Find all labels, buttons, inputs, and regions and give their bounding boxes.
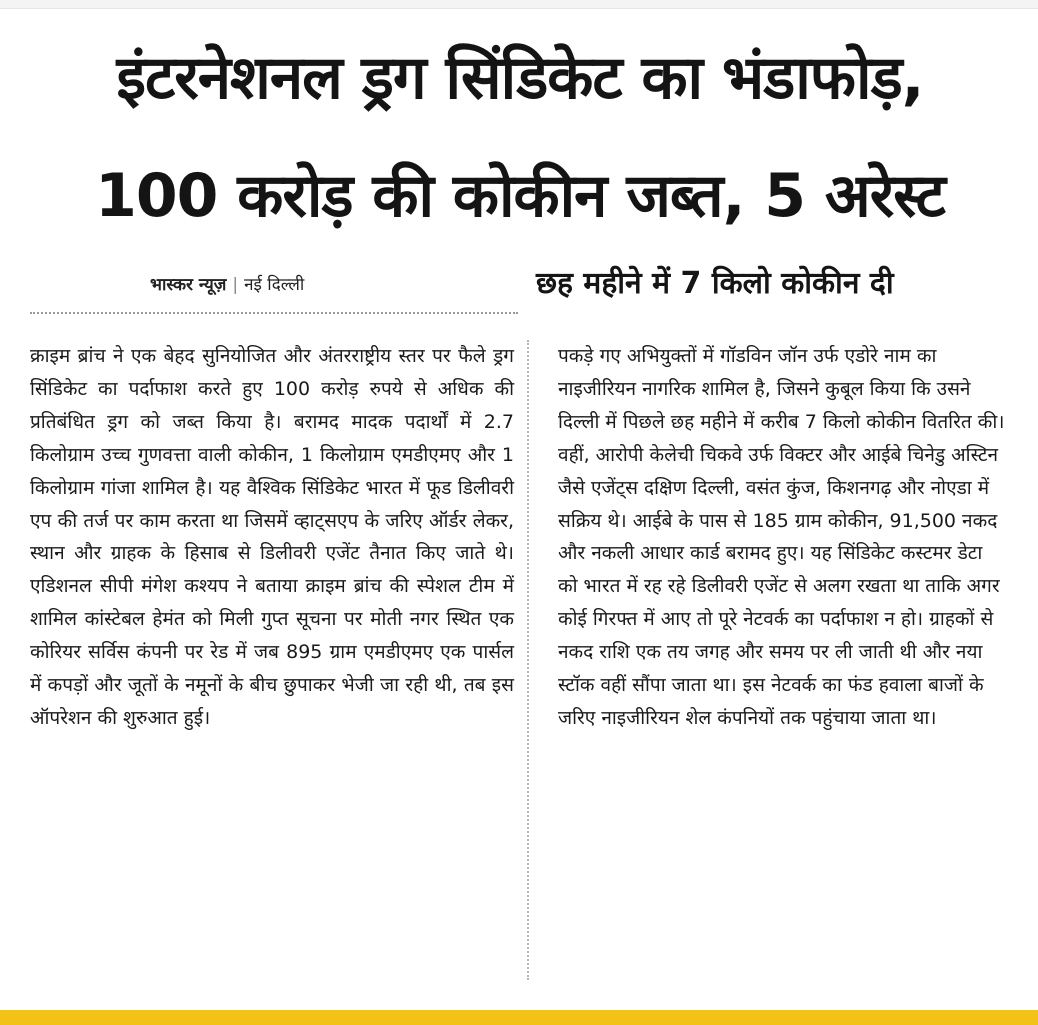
subheadline: छह महीने में 7 किलो कोकीन दी bbox=[536, 266, 894, 301]
article-column-right: पकड़े गए अभियुक्तों में गॉडविन जॉन उर्फ एडोरे नाम का नाइजीरियन नागरिक शामिल है, जिसने कुबूल किया कि उसने दिल्ली में पिछले छह महीने में करीब 7 किलो कोकीन वितरित की। वहीं, आरोपी केलेची चिकवे उर्फ विक्टर और आईबे चिनेडु अस्टिन जैसे एजेंट्स दक्षिण दिल्ली, वसंत कुंज, किशनगढ़ और नोएडा में सक्रिय थे। आईबे के पास से 185 ग्राम कोकीन, 91,500 नकद और नकली आधार कार्ड बरामद हुए। यह सिंडिकेट कस्टमर डेटा को भारत में रह रहे डिलीवरी एजेंट से अलग रखता था ताकि अगर कोई गिरफ्त में आए तो पूरे नेटवर्क का पर्दाफाश न हो। ग्राहकों से नकद राशि एक तय जगह और समय पर ली जाती थी और नया स्टॉक वहीं सौंपा जाता था। इस नेटवर्क का फंड हवाला बाजों के जरिए नाइजीरियन शेल कंपनियों तक पहुंचाया जाता था। bbox=[558, 345, 1005, 729]
byline-location: नई दिल्ली bbox=[244, 275, 305, 295]
byline bbox=[150, 272, 304, 295]
byline-source: भास्कर न्यूज़ bbox=[150, 275, 227, 295]
headline-line-2: 100 करोड़ की कोकीन जब्त, 5 अरेस्ट bbox=[95, 161, 945, 231]
column-divider bbox=[527, 340, 529, 980]
byline-separator: | bbox=[232, 275, 239, 295]
top-strip bbox=[0, 0, 1038, 9]
article-column-left: क्राइम ब्रांच ने एक बेहद सुनियोजित और अंतरराष्ट्रीय स्तर पर फैले ड्रग सिंडिकेट का पर्दाफाश करते हुए 100 करोड़ रुपये से अधिक की प्रतिबंधित ड्रग को जब्त किया है। बरामद मादक पदार्थों में 2.7 किलोग्राम उच्च गुणवत्ता वाली कोकीन, 1 किलोग्राम एमडीएमए और 1 किलोग्राम गांजा शामिल है। यह वैश्विक सिंडिकेट भारत में फूड डिलीवरी एप की तर्ज पर काम करता था जिसमें व्हाट्सएप के जरिए ऑर्डर लेकर, स्थान और ग्राहक के हिसाब से डिलीवरी एजेंट तैनात किए जाते थे। एडिशनल सीपी मंगेश कश्यप ने बताया क्राइम ब्रांच की स्पेशल टीम में शामिल कांस्टेबल हेमंत को मिली गुप्त सूचना पर मोती नगर स्थित एक कोरियर सर्विस कंपनी पर रेड में जब 895 ग्राम एमडीएमए एक पार्सल में कपड़ों और जूतों के नमूनों के बीच छुपाकर भेजी जा रही थी, तब इस ऑपरेशन की शुरुआत हुई। bbox=[30, 345, 514, 729]
bottom-accent-band bbox=[0, 1010, 1038, 1025]
headline-line-1: इंटरनेशनल ड्रग सिंडिकेट का भंडाफोड़, bbox=[116, 43, 924, 113]
byline-divider bbox=[30, 312, 518, 314]
